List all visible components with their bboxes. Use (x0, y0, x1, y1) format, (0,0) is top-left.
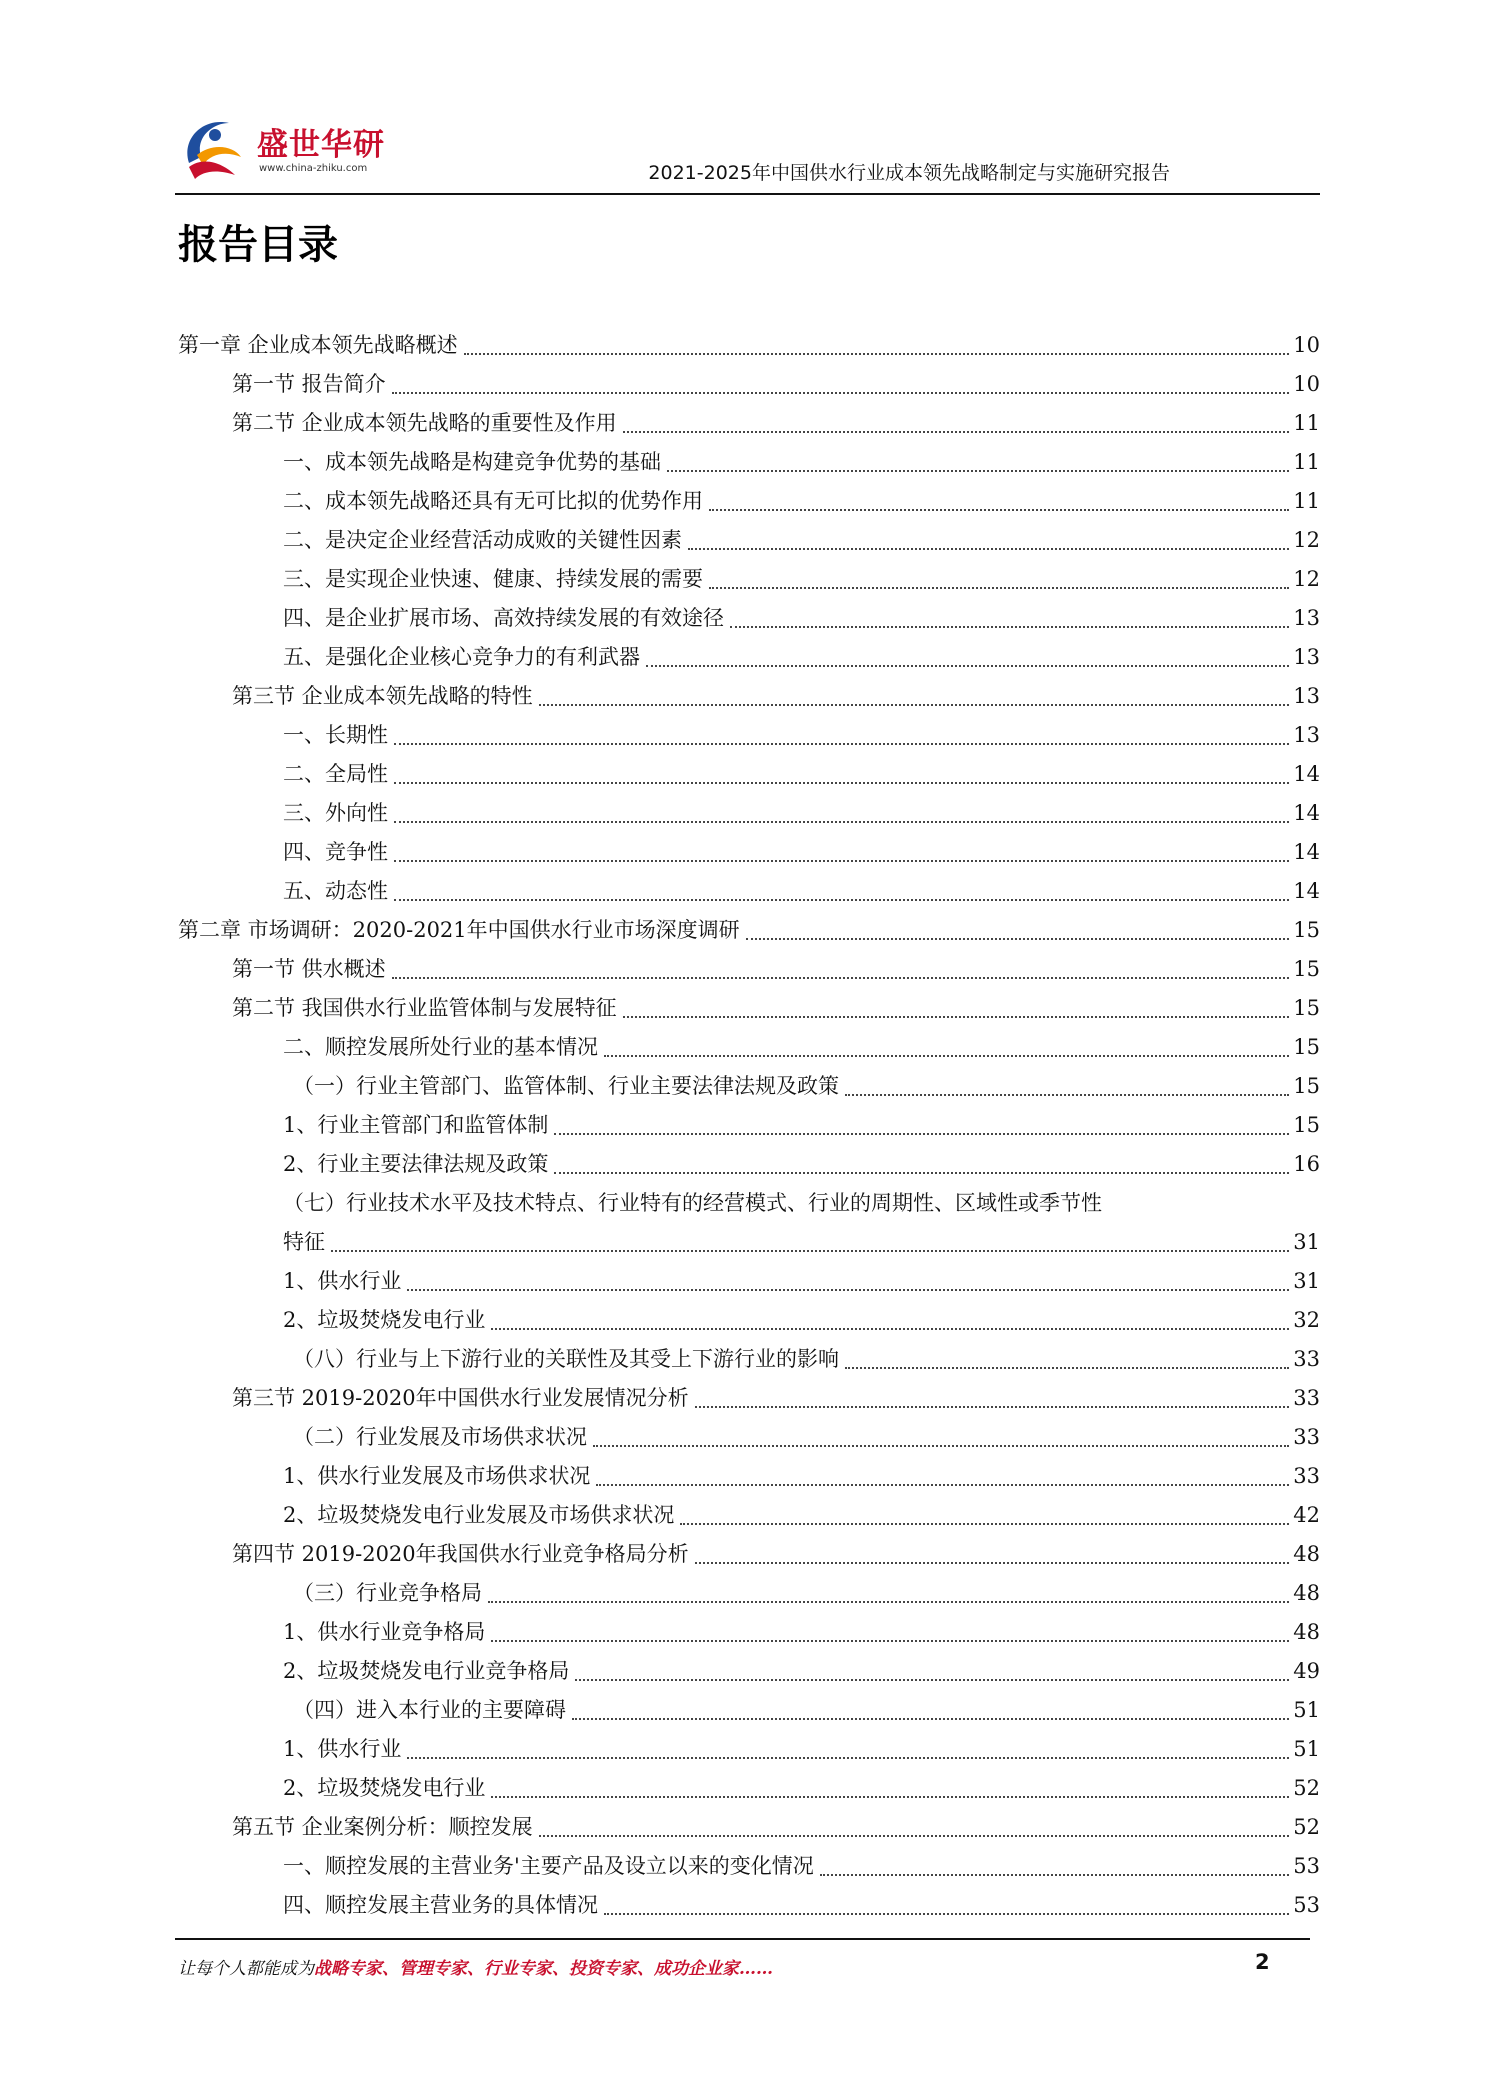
toc-entry[interactable] (0, 1301, 1485, 1340)
toc-page-number: 13 (1293, 645, 1320, 669)
toc-entry[interactable] (0, 638, 1485, 677)
toc-dot-leader (407, 1756, 1289, 1759)
toc-page-number: 15 (1293, 957, 1320, 981)
toc-entry-text: 三、外向性 (283, 801, 388, 825)
toc-entry[interactable] (0, 326, 1485, 365)
toc-entry[interactable] (0, 1808, 1485, 1847)
toc-entry-text: 第一节 供水概述 (232, 957, 386, 981)
toc-page-number: 16 (1293, 1152, 1320, 1176)
toc-entry-text: 1、供水行业发展及市场供求状况 (283, 1464, 591, 1488)
toc-entry-text: （七）行业技术水平及技术特点、行业特有的经营模式、行业的周期性、区域性或季节性 (283, 1191, 1102, 1215)
toc-entry[interactable] (0, 1730, 1485, 1769)
toc-entry[interactable] (0, 1457, 1485, 1496)
toc-page-number: 33 (1293, 1425, 1320, 1449)
toc-entry[interactable] (0, 1379, 1485, 1418)
toc-entry[interactable] (0, 599, 1485, 638)
footer-slogan-emphasis: 战略专家、管理专家、行业专家、投资专家、成功企业家…… (314, 1959, 773, 1979)
toc-entry[interactable] (0, 1145, 1485, 1184)
toc-entry-line (283, 794, 1320, 833)
toc-entry[interactable] (0, 1769, 1485, 1808)
toc-entry-text: 二、成本领先战略还具有无可比拟的优势作用 (283, 489, 703, 513)
toc-entry-text: 第二节 企业成本领先战略的重要性及作用 (232, 411, 617, 435)
toc-entry[interactable] (0, 1262, 1485, 1301)
toc-page-number: 12 (1293, 567, 1320, 591)
toc-entry-text: （四）进入本行业的主要障碍 (293, 1698, 566, 1722)
footer-slogan (178, 1954, 773, 1979)
toc-entry[interactable] (0, 1223, 1485, 1262)
toc-entry[interactable] (0, 1496, 1485, 1535)
toc-entry-line (283, 1496, 1320, 1535)
toc-dot-leader (709, 508, 1289, 511)
toc-entry-line (283, 1847, 1320, 1886)
toc-entry-text: 三、是实现企业快速、健康、持续发展的需要 (283, 567, 703, 591)
toc-page-number: 33 (1293, 1347, 1320, 1371)
toc-entry-text: 二、是决定企业经营活动成败的关键性因素 (283, 528, 682, 552)
toc-entry-line (283, 599, 1320, 638)
toc-entry-line (293, 1340, 1320, 1379)
toc-entry-text: 五、动态性 (283, 879, 388, 903)
toc-dot-leader (646, 664, 1289, 667)
toc-page-number: 13 (1293, 606, 1320, 630)
toc-entry-line (283, 1613, 1320, 1652)
toc-entry-line (283, 833, 1320, 872)
toc-dot-leader (623, 430, 1290, 433)
toc-entry[interactable] (0, 1691, 1485, 1730)
toc-entry[interactable] (0, 794, 1485, 833)
toc-entry[interactable] (0, 833, 1485, 872)
logo-name: 盛世华研 (257, 127, 385, 163)
toc-dot-leader (593, 1444, 1289, 1447)
toc-page-number: 32 (1293, 1308, 1320, 1332)
toc-dot-leader (392, 391, 1290, 394)
toc-dot-leader (695, 1561, 1290, 1564)
toc-dot-leader (667, 469, 1289, 472)
toc-entry-line (232, 950, 1320, 989)
toc-dot-leader (407, 1288, 1289, 1291)
toc-entry[interactable] (0, 560, 1485, 599)
page-header (175, 100, 1320, 195)
toc-dot-leader (730, 625, 1289, 628)
toc-page-number: 51 (1293, 1737, 1320, 1761)
toc-dot-leader (709, 586, 1289, 589)
footer-slogan-prefix: 让每个人都能成为 (178, 1959, 314, 1979)
toc-entry-line (293, 1574, 1320, 1613)
toc-entry[interactable] (0, 1340, 1485, 1379)
toc-entry-text: 四、竞争性 (283, 840, 388, 864)
toc-page-number: 48 (1293, 1581, 1320, 1605)
toc-dot-leader (572, 1717, 1289, 1720)
toc-entry-text: （一）行业主管部门、监管体制、行业主要法律法规及政策 (293, 1074, 839, 1098)
toc-entry[interactable] (0, 365, 1485, 404)
toc-dot-leader (554, 1132, 1289, 1135)
toc-entry-line (232, 1535, 1320, 1574)
toc-dot-leader (575, 1678, 1289, 1681)
toc-entry-text: 第一章 企业成本领先战略概述 (178, 333, 458, 357)
toc-dot-leader (604, 1054, 1289, 1057)
toc-entry-line (232, 989, 1320, 1028)
toc-page-number: 10 (1293, 372, 1320, 396)
document-title: 2021-2025年中国供水行业成本领先战略制定与实施研究报告 (648, 162, 1170, 184)
toc-dot-leader (394, 859, 1289, 862)
toc-page-number: 14 (1293, 801, 1320, 825)
toc-entry-text: 第五节 企业案例分析：顺控发展 (232, 1815, 533, 1839)
toc-entry-text: 1、供水行业竞争格局 (283, 1620, 486, 1644)
toc-entry-line (232, 404, 1320, 443)
toc-dot-leader (491, 1639, 1289, 1642)
toc-entry[interactable] (0, 1652, 1485, 1691)
toc-entry-text: 1、供水行业 (283, 1737, 402, 1761)
toc-entry[interactable] (0, 1028, 1485, 1067)
toc-dot-leader (392, 976, 1290, 979)
toc-page-number: 14 (1293, 879, 1320, 903)
toc-entry[interactable] (0, 443, 1485, 482)
logo-url: www.china-zhiku.com (259, 163, 368, 174)
toc-entry-line (293, 1691, 1320, 1730)
toc-page-number: 52 (1293, 1776, 1320, 1800)
toc-entry-text: 二、全局性 (283, 762, 388, 786)
toc-dot-leader (394, 898, 1289, 901)
toc-dot-leader (820, 1873, 1289, 1876)
toc-entry-line (283, 1886, 1320, 1925)
toc-page-number: 15 (1293, 1113, 1320, 1137)
company-logo (175, 105, 405, 190)
toc-entry-line (283, 443, 1320, 482)
toc-entry-text: 第三节 企业成本领先战略的特性 (232, 684, 533, 708)
toc-entry-line (283, 521, 1320, 560)
table-of-contents (0, 326, 1485, 1925)
toc-dot-leader (331, 1249, 1289, 1252)
toc-entry-text: 2、垃圾焚烧发电行业发展及市场供求状况 (283, 1503, 675, 1527)
toc-entry-line (283, 1145, 1320, 1184)
toc-entry-line (178, 911, 1320, 950)
toc-page-number: 13 (1293, 684, 1320, 708)
toc-entry-line (283, 1028, 1320, 1067)
page-number: 2 (1255, 1950, 1270, 1974)
toc-entry-line (283, 482, 1320, 521)
toc-entry-line (283, 638, 1320, 677)
toc-page-number: 31 (1293, 1230, 1320, 1254)
toc-entry[interactable] (0, 989, 1485, 1028)
toc-entry-text: 第二章 市场调研：2020-2021年中国供水行业市场深度调研 (178, 918, 740, 942)
toc-entry[interactable] (0, 482, 1485, 521)
toc-dot-leader (604, 1912, 1289, 1915)
toc-dot-leader (394, 781, 1289, 784)
toc-entry-line (283, 1730, 1320, 1769)
toc-entry-line (283, 1457, 1320, 1496)
toc-entry-line (232, 1379, 1320, 1418)
toc-dot-leader (394, 742, 1289, 745)
toc-page-number: 33 (1293, 1386, 1320, 1410)
toc-entry[interactable] (0, 1847, 1485, 1886)
toc-dot-leader (554, 1171, 1289, 1174)
footer-divider (175, 1938, 1310, 1940)
toc-entry[interactable] (0, 755, 1485, 794)
toc-entry-text: 四、是企业扩展市场、高效持续发展的有效途径 (283, 606, 724, 630)
toc-entry-text: 1、供水行业 (283, 1269, 402, 1293)
toc-dot-leader (845, 1366, 1289, 1369)
toc-page-number: 11 (1293, 450, 1320, 474)
toc-entry-text: （三）行业竞争格局 (293, 1581, 482, 1605)
toc-dot-leader (680, 1522, 1289, 1525)
toc-dot-leader (596, 1483, 1289, 1486)
toc-entry[interactable] (0, 872, 1485, 911)
toc-page-number: 33 (1293, 1464, 1320, 1488)
toc-entry-text: （二）行业发展及市场供求状况 (293, 1425, 587, 1449)
toc-entry[interactable] (0, 911, 1485, 950)
toc-entry-text: 第四节 2019-2020年我国供水行业竞争格局分析 (232, 1542, 689, 1566)
toc-entry-text: 五、是强化企业核心竞争力的有利武器 (283, 645, 640, 669)
toc-entry-text: 二、顺控发展所处行业的基本情况 (283, 1035, 598, 1059)
toc-entry[interactable] (0, 1574, 1485, 1613)
toc-page-number: 15 (1293, 996, 1320, 1020)
toc-page-number: 31 (1293, 1269, 1320, 1293)
toc-dot-leader (539, 1834, 1290, 1837)
toc-entry-line (283, 1106, 1320, 1145)
toc-entry-text: 第二节 我国供水行业监管体制与发展特征 (232, 996, 617, 1020)
toc-entry[interactable] (0, 404, 1485, 443)
toc-entry-line (232, 677, 1320, 716)
header-divider (175, 193, 1320, 195)
logo-mark-icon (175, 105, 260, 190)
toc-entry[interactable] (0, 1613, 1485, 1652)
toc-entry-text: 一、成本领先战略是构建竞争优势的基础 (283, 450, 661, 474)
toc-dot-leader (695, 1405, 1290, 1408)
toc-entry[interactable] (0, 950, 1485, 989)
toc-page-number: 14 (1293, 840, 1320, 864)
toc-entry-text: 2、垃圾焚烧发电行业 (283, 1308, 486, 1332)
toc-entry-text: （八）行业与上下游行业的关联性及其受上下游行业的影响 (293, 1347, 839, 1371)
toc-entry-line (283, 1301, 1320, 1340)
toc-page-number: 49 (1293, 1659, 1320, 1683)
toc-entry-text: 2、垃圾焚烧发电行业竞争格局 (283, 1659, 570, 1683)
toc-page-number: 15 (1293, 1035, 1320, 1059)
toc-entry-text: 一、长期性 (283, 723, 388, 747)
toc-entry-line (283, 1769, 1320, 1808)
toc-dot-leader (746, 937, 1290, 940)
toc-page-number: 53 (1293, 1893, 1320, 1917)
toc-page-number: 13 (1293, 723, 1320, 747)
toc-entry-text: 第一节 报告简介 (232, 372, 386, 396)
toc-entry-text: 一、顺控发展的主营业务'主要产品及设立以来的变化情况 (283, 1854, 814, 1878)
page-title: 报告目录 (178, 222, 338, 268)
toc-page-number: 14 (1293, 762, 1320, 786)
toc-dot-leader (623, 1015, 1290, 1018)
toc-entry-text: 2、行业主要法律法规及政策 (283, 1152, 549, 1176)
toc-entry-line (232, 365, 1320, 404)
toc-dot-leader (394, 820, 1289, 823)
toc-entry[interactable] (0, 1184, 1485, 1223)
toc-dot-leader (491, 1795, 1289, 1798)
toc-dot-leader (539, 703, 1290, 706)
toc-entry-text: 四、顺控发展主营业务的具体情况 (283, 1893, 598, 1917)
toc-page-number: 11 (1293, 411, 1320, 435)
toc-entry-line (283, 872, 1320, 911)
toc-entry-text: 1、行业主管部门和监管体制 (283, 1113, 549, 1137)
toc-entry[interactable] (0, 1535, 1485, 1574)
toc-page-number: 48 (1293, 1542, 1320, 1566)
toc-page-number: 11 (1293, 489, 1320, 513)
toc-page-number: 15 (1293, 1074, 1320, 1098)
toc-dot-leader (845, 1093, 1289, 1096)
toc-entry-line (283, 1262, 1320, 1301)
toc-page-number: 12 (1293, 528, 1320, 552)
toc-page-number: 48 (1293, 1620, 1320, 1644)
toc-entry[interactable] (0, 521, 1485, 560)
toc-page-number: 15 (1293, 918, 1320, 942)
toc-entry[interactable] (0, 1106, 1485, 1145)
toc-entry-line (178, 326, 1320, 365)
toc-page-number: 51 (1293, 1698, 1320, 1722)
toc-entry-line (283, 560, 1320, 599)
toc-entry-line (283, 755, 1320, 794)
toc-dot-leader (488, 1600, 1289, 1603)
toc-entry-text: 第三节 2019-2020年中国供水行业发展情况分析 (232, 1386, 689, 1410)
toc-dot-leader (464, 352, 1290, 355)
toc-entry-text: 2、垃圾焚烧发电行业 (283, 1776, 486, 1800)
toc-entry-line (283, 1223, 1320, 1262)
toc-entry-line (283, 1652, 1320, 1691)
toc-dot-leader (688, 547, 1289, 550)
toc-entry-line (232, 1808, 1320, 1847)
toc-entry[interactable] (0, 1067, 1485, 1106)
toc-page-number: 42 (1293, 1503, 1320, 1527)
toc-entry-line (293, 1067, 1320, 1106)
toc-entry-line (283, 716, 1320, 755)
toc-entry-text: 特征 (283, 1230, 325, 1254)
toc-dot-leader (491, 1327, 1289, 1330)
toc-entry[interactable] (0, 677, 1485, 716)
toc-page-number: 53 (1293, 1854, 1320, 1878)
toc-entry[interactable] (0, 716, 1485, 755)
toc-page-number: 52 (1293, 1815, 1320, 1839)
toc-entry-line (293, 1418, 1320, 1457)
toc-entry[interactable] (0, 1418, 1485, 1457)
toc-entry[interactable] (0, 1886, 1485, 1925)
toc-page-number: 10 (1293, 333, 1320, 357)
